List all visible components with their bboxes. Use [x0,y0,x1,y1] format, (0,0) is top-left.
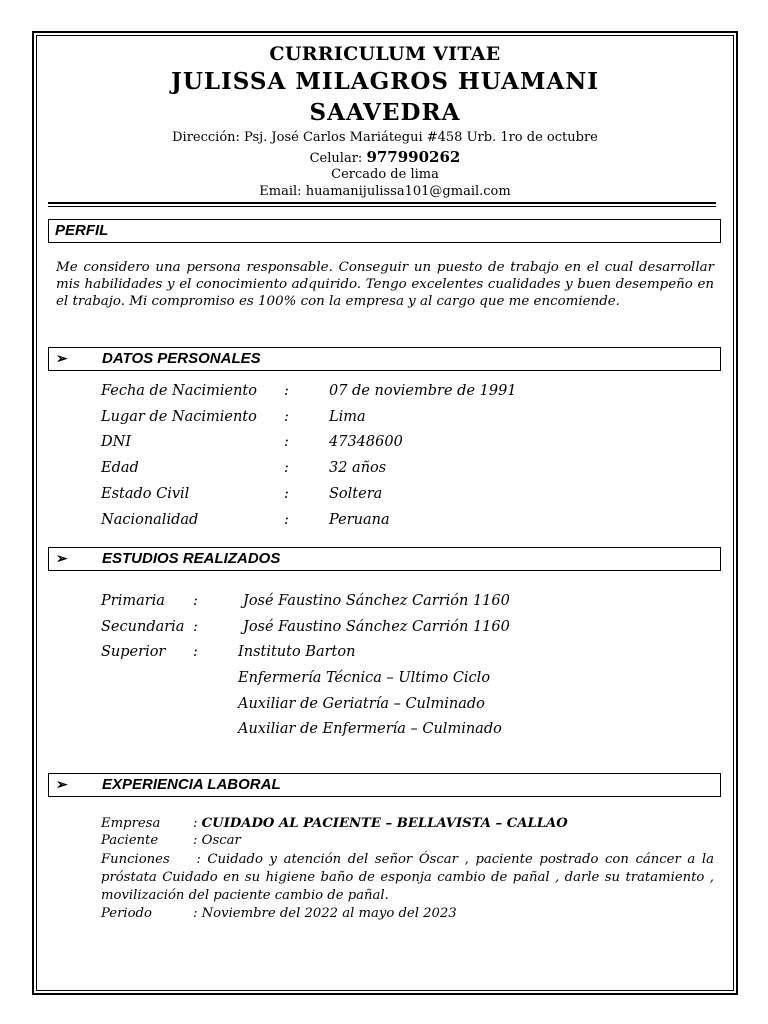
study-value: Instituto Barton [238,644,356,660]
study-extra: Auxiliar de Enfermería – Culminado [238,721,502,737]
document-label: CURRICULUM VITAE [269,43,501,65]
header-divider-thin [48,206,716,207]
full-name-line-2: SAAVEDRA [309,99,461,126]
section-header-experiencia [48,773,721,797]
section-title: ESTUDIOS REALIZADOS [102,550,281,567]
arrow-bullet-icon: ➢ [56,350,68,366]
study-label: Primaria [101,593,165,609]
study-value: José Faustino Sánchez Carrión 1160 [243,593,510,609]
personal-label: DNI [101,434,132,450]
phone-line [36,148,734,166]
personal-sep: : [284,460,289,476]
personal-sep: : [284,512,289,528]
exp-label: Paciente [101,833,159,848]
section-header-perfil [48,219,721,243]
study-sep: : [193,593,198,609]
personal-label: Fecha de Nacimiento [101,383,257,399]
profile-paragraph: Me considero una persona responsable. Conseguir un puesto de trabajo en el cual desarrollar mis habilidades y el conocimiento adquirido. Tengo excelentes cualidades y buen desempeño en el trabajo. Mi compromiso es 100% con la empresa y al cargo que me encomiende. [56,260,714,309]
exp-label: Periodo [101,906,152,921]
personal-value: Soltera [329,486,383,502]
section-header-datos-personales [48,347,721,371]
personal-sep: : [284,434,289,450]
section-title: DATOS PERSONALES [102,350,261,367]
personal-value: 47348600 [329,434,403,450]
personal-value: 32 años [329,460,387,476]
exp-funciones-value: : Cuidado y atención del señor Óscar , paciente postrado con cáncer a la próstata Cuidado en su higiene baño de esponja cambio de pañal , darle su tratamiento , movilización del paciente cambio de pañal. [101,852,714,903]
study-label: Secundaria [101,619,185,635]
exp-funciones-paragraph [101,851,714,905]
exp-label: Funciones [101,852,170,867]
study-label: Superior [101,644,166,660]
address: Dirección: Psj. José Carlos Mariátegui #458 Urb. 1ro de octubre [172,130,598,145]
arrow-bullet-icon: ➢ [56,776,68,792]
exp-label: Empresa [101,816,161,831]
personal-sep: : [284,383,289,399]
personal-label: Estado Civil [101,486,190,502]
personal-value: Peruana [329,512,390,528]
section-title: PERFIL [55,222,109,239]
personal-value: 07 de noviembre de 1991 [329,383,517,399]
personal-label: Lugar de Nacimiento [101,409,257,425]
email: Email: huamanijulissa101@gmail.com [259,184,511,199]
section-header-estudios [48,547,721,571]
exp-empresa-value: CUIDADO AL PACIENTE – BELLAVISTA – CALLAO [201,816,568,831]
study-extra: Auxiliar de Geriatría – Culminado [238,696,485,712]
arrow-bullet-icon: ➢ [56,550,68,566]
header-divider-thick [48,202,716,204]
section-title: EXPERIENCIA LABORAL [102,776,281,793]
personal-label: Edad [101,460,139,476]
phone-label: Celular: [309,151,363,166]
personal-sep: : [284,409,289,425]
exp-sep: : [193,816,198,831]
personal-label: Nacionalidad [101,512,199,528]
study-sep: : [193,644,198,660]
city: Cercado de lima [331,167,439,182]
study-value: José Faustino Sánchez Carrión 1160 [243,619,510,635]
study-sep: : [193,619,198,635]
personal-value: Lima [329,409,366,425]
exp-paciente-value: : Oscar [193,833,241,848]
exp-periodo-value: : Noviembre del 2022 al mayo del 2023 [193,906,457,921]
phone-value: 977990262 [366,148,461,166]
full-name-line-1: JULISSA MILAGROS HUAMANI [170,68,600,95]
study-extra: Enfermería Técnica – Ultimo Ciclo [238,670,491,686]
personal-sep: : [284,486,289,502]
exp-empresa-line [193,816,568,831]
